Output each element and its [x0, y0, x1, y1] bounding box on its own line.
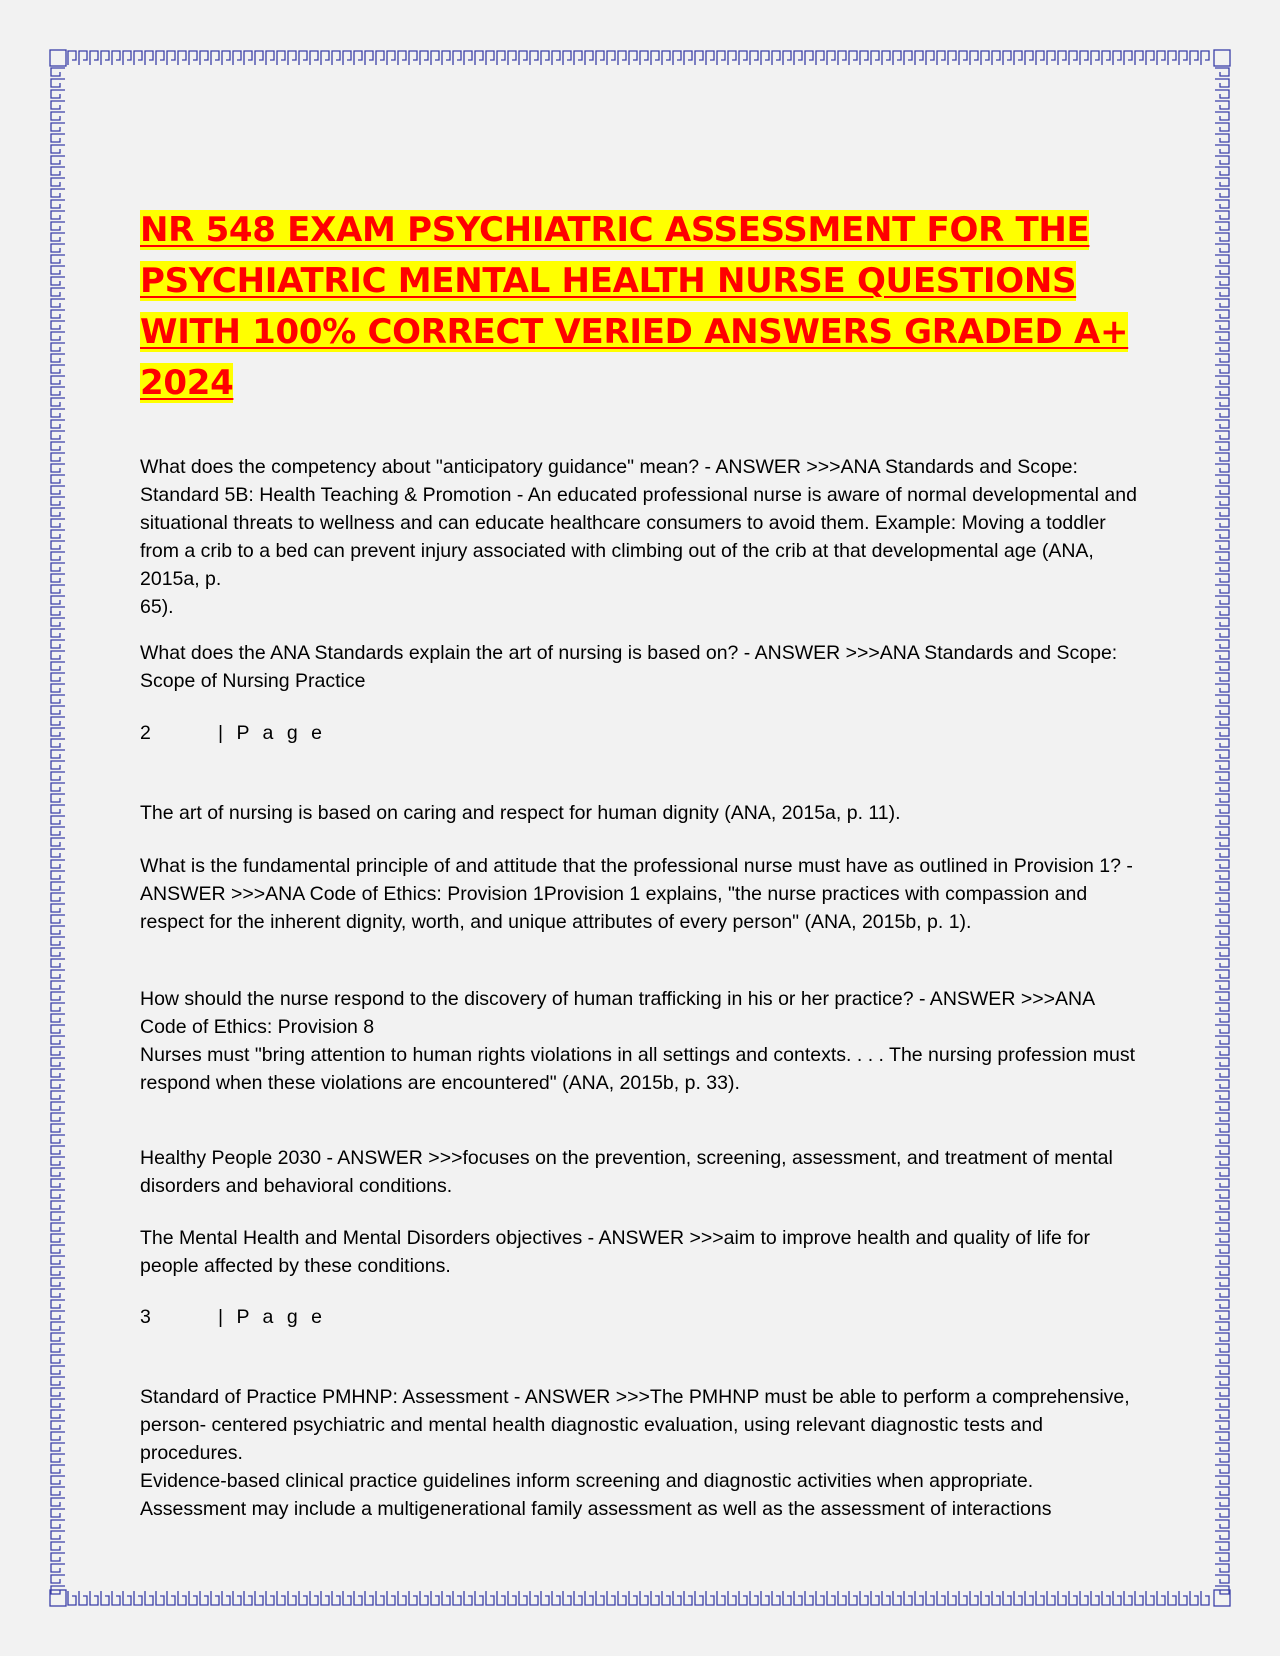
- answer-art-of-nursing: [140, 799, 1140, 827]
- qa-block-art-of-nursing: [140, 639, 1140, 695]
- border-corner: [50, 50, 66, 66]
- paragraph: Healthy People 2030 - ANSWER >>>focuses on the prevention, screening, assessment, and treatment of mental disorders and behavioral conditions.: [140, 1147, 1119, 1197]
- qa-block-standard-assessment: [140, 1383, 1140, 1523]
- paragraph: What does the ANA Standards explain the art of nursing is based on? - ANSWER >>>ANA Standards and Scope: Scope of Nursing Practice: [140, 642, 1123, 692]
- border-corner: [1214, 50, 1230, 66]
- paragraph: How should the nurse respond to the discovery of human trafficking in his or her practice? - ANSWER >>>ANA Code of Ethics: Provision 8 Nurses must "bring attention to human rights violations in all settings and contexts. . . . The nursing profession must respond when these violations are encountered" (ANA, 2015b, p. 33).: [140, 988, 1136, 1094]
- paragraph: The art of nursing is based on caring and respect for human dignity (ANA, 2015a, p. 11).: [140, 802, 901, 824]
- paragraph: The Mental Health and Mental Disorders objectives - ANSWER >>>aim to improve health and quality of life for people affected by these conditions.: [140, 1227, 1096, 1277]
- page-number-marker: [140, 719, 326, 747]
- qa-block-healthy-people: [140, 1144, 1140, 1200]
- page-number: 2: [140, 722, 151, 744]
- page-label: | P a g e: [218, 722, 326, 744]
- paragraph: What is the fundamental principle of and attitude that the professional nurse must have as outlined in Provision 1? - ANSWER >>>ANA Code of Ethics: Provision 1Provision 1 explains, "the nurse practices with compassion and respect for the inherent dignity, worth, and unique attributes of every person" (ANA, 2015b, p. 1).: [140, 855, 1138, 933]
- page-number-marker: [140, 1303, 326, 1331]
- qa-block-anticipatory-guidance: [140, 453, 1140, 621]
- page-label: | P a g e: [218, 1306, 326, 1328]
- paragraph: Standard of Practice PMHNP: Assessment - ANSWER >>>The PMHNP must be able to perform a comprehensive, person- centered psychiatric and mental health diagnostic evaluation, using relevant diagnostic tests and procedures. Evidence-based clinical practice guidelines inform screening and diagnostic activities when appropriate. Assessment may include a multigenerational family assessment as well as the assessment of interactions: [140, 1386, 1130, 1520]
- qa-block-human-trafficking: [140, 985, 1140, 1097]
- title-text: NR 548 EXAM PSYCHIATRIC ASSESSMENT FOR THE PSYCHIATRIC MENTAL HEALTH NURSE QUESTIONS WITH 100% CORRECT VERIED ANSWERS GRADED A+ 2024: [140, 210, 1129, 403]
- qa-block-mental-health-objectives: [140, 1224, 1140, 1280]
- qa-block-provision-1: [140, 852, 1140, 936]
- document-content: [140, 205, 1140, 1585]
- border-corner: [1214, 1590, 1230, 1606]
- border-corner: [50, 1590, 66, 1606]
- paragraph: What does the competency about "anticipatory guidance" mean? - ANSWER >>>ANA Standards and Scope: Standard 5B: Health Teaching & Promotion - An educated professional nurse is aware of normal developmental and situational threats to wellness and can educate healthcare consumers to avoid them. Example: Moving a toddler from a crib to a bed can prevent injury associated with climbing out of the crib at that developmental age (ANA, 2015a, p. 65).: [140, 456, 1137, 618]
- document-title: [140, 205, 1140, 409]
- page-number: 3: [140, 1306, 151, 1328]
